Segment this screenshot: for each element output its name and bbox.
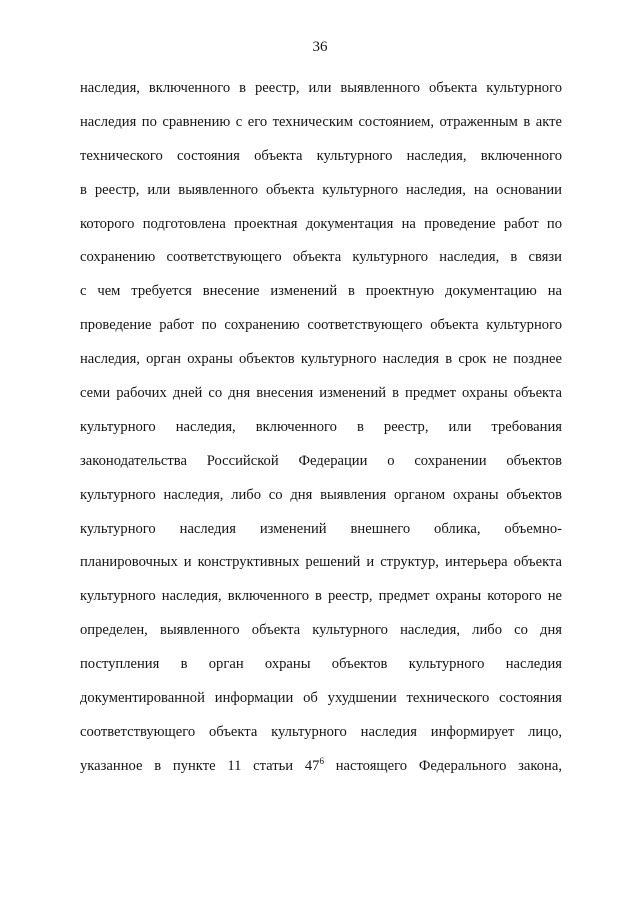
text-line: документированной информации об ухудшении технического состояния	[80, 690, 562, 707]
text-line: культурного наследия, включенного в реестр, или требования	[80, 418, 562, 435]
text-line: законодательства Российской Федерации о сохранении объектов	[80, 452, 562, 469]
text-line-last	[80, 755, 562, 789]
text-line-last-start: указанное в пункте 11 статьи 47	[80, 757, 320, 774]
text-line: с чем требуется внесение изменений в проектную документацию на	[80, 283, 562, 300]
text-line: поступления в орган охраны объектов культурного наследия	[80, 656, 562, 673]
text-line: проведение работ по сохранению соответствующего объекта культурного	[80, 317, 562, 334]
text-line: планировочных и конструктивных решений и структур, интерьера объекта	[80, 554, 562, 571]
text-line-last-end: настоящего Федерального закона,	[323, 757, 562, 774]
text-line: культурного наследия изменений внешнего облика, объемно-	[80, 520, 562, 537]
text-line: наследия по сравнению с его техническим состоянием, отраженным в акте	[80, 113, 562, 130]
page-number: 36	[312, 39, 328, 55]
text-line: культурного наследия, включенного в реестр, предмет охраны которого не	[80, 588, 562, 605]
text-line: соответствующего объекта культурного наследия информирует лицо,	[80, 723, 562, 740]
text-line: которого подготовлена проектная документация на проведение работ по	[80, 215, 562, 232]
text-line: культурного наследия, либо со дня выявления органом охраны объектов	[80, 486, 562, 503]
article-superscript: 6	[319, 755, 324, 766]
text-line: наследия, орган охраны объектов культурного наследия в срок не позднее	[80, 351, 562, 368]
text-line: семи рабочих дней со дня внесения изменений в предмет охраны объекта	[80, 385, 562, 402]
text-line: в реестр, или выявленного объекта культурного наследия, на основании	[80, 181, 562, 198]
text-line: сохранению соответствующего объекта культурного наследия, в связи	[80, 249, 562, 266]
text-line: технического состояния объекта культурного наследия, включенного	[80, 147, 562, 164]
text-line: наследия, включенного в реестр, или выявленного объекта культурного	[80, 80, 562, 96]
document-body	[80, 77, 562, 789]
text-line: определен, выявленного объекта культурного наследия, либо со дня	[80, 622, 562, 639]
